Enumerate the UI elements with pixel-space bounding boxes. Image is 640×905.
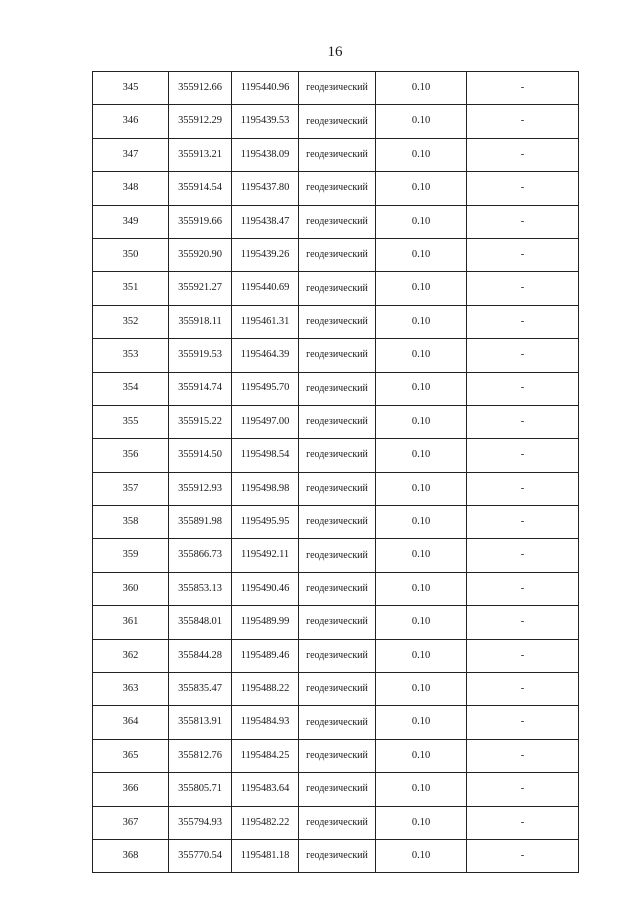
method-cell: геодезический — [299, 172, 376, 205]
x-coordinate-cell: 355844.28 — [169, 639, 232, 672]
x-coordinate-cell: 355812.76 — [169, 739, 232, 772]
point-number-cell: 365 — [93, 739, 169, 772]
table-row — [93, 773, 579, 806]
y-coordinate-cell: 1195437.80 — [232, 172, 299, 205]
table-row — [93, 673, 579, 706]
table-row — [93, 806, 579, 839]
point-number-cell: 361 — [93, 606, 169, 639]
accuracy-cell: 0.10 — [376, 606, 467, 639]
y-coordinate-cell: 1195484.25 — [232, 739, 299, 772]
point-number-cell: 348 — [93, 172, 169, 205]
table-row — [93, 572, 579, 605]
table-row — [93, 639, 579, 672]
method-cell: геодезический — [299, 839, 376, 872]
point-number-cell: 353 — [93, 339, 169, 372]
table-row — [93, 839, 579, 872]
accuracy-cell: 0.10 — [376, 372, 467, 405]
accuracy-cell: 0.10 — [376, 205, 467, 238]
method-cell: геодезический — [299, 806, 376, 839]
note-cell: - — [467, 639, 579, 672]
point-number-cell: 368 — [93, 839, 169, 872]
method-cell: геодезический — [299, 72, 376, 105]
y-coordinate-cell: 1195439.53 — [232, 105, 299, 138]
y-coordinate-cell: 1195439.26 — [232, 238, 299, 271]
accuracy-cell: 0.10 — [376, 673, 467, 706]
y-coordinate-cell: 1195495.95 — [232, 506, 299, 539]
x-coordinate-cell: 355913.21 — [169, 138, 232, 171]
table-row — [93, 339, 579, 372]
table-row — [93, 439, 579, 472]
x-coordinate-cell: 355919.53 — [169, 339, 232, 372]
method-cell: геодезический — [299, 572, 376, 605]
accuracy-cell: 0.10 — [376, 639, 467, 672]
method-cell: геодезический — [299, 372, 376, 405]
y-coordinate-cell: 1195492.11 — [232, 539, 299, 572]
accuracy-cell: 0.10 — [376, 806, 467, 839]
x-coordinate-cell: 355912.29 — [169, 105, 232, 138]
table-row — [93, 706, 579, 739]
accuracy-cell: 0.10 — [376, 839, 467, 872]
point-number-cell: 354 — [93, 372, 169, 405]
x-coordinate-cell: 355805.71 — [169, 773, 232, 806]
y-coordinate-cell: 1195440.69 — [232, 272, 299, 305]
note-cell: - — [467, 539, 579, 572]
x-coordinate-cell: 355912.93 — [169, 472, 232, 505]
x-coordinate-cell: 355921.27 — [169, 272, 232, 305]
accuracy-cell: 0.10 — [376, 339, 467, 372]
y-coordinate-cell: 1195495.70 — [232, 372, 299, 405]
table-row — [93, 105, 579, 138]
method-cell: геодезический — [299, 506, 376, 539]
table-row — [93, 372, 579, 405]
y-coordinate-cell: 1195490.46 — [232, 572, 299, 605]
table-row — [93, 506, 579, 539]
x-coordinate-cell: 355866.73 — [169, 539, 232, 572]
table-row — [93, 405, 579, 438]
x-coordinate-cell: 355891.98 — [169, 506, 232, 539]
x-coordinate-cell: 355914.50 — [169, 439, 232, 472]
note-cell: - — [467, 72, 579, 105]
accuracy-cell: 0.10 — [376, 539, 467, 572]
x-coordinate-cell: 355915.22 — [169, 405, 232, 438]
x-coordinate-cell: 355919.66 — [169, 205, 232, 238]
accuracy-cell: 0.10 — [376, 739, 467, 772]
note-cell: - — [467, 339, 579, 372]
table-row — [93, 606, 579, 639]
point-number-cell: 352 — [93, 305, 169, 338]
method-cell: геодезический — [299, 739, 376, 772]
x-coordinate-cell: 355912.66 — [169, 72, 232, 105]
note-cell: - — [467, 238, 579, 271]
note-cell: - — [467, 572, 579, 605]
point-number-cell: 357 — [93, 472, 169, 505]
y-coordinate-cell: 1195481.18 — [232, 839, 299, 872]
accuracy-cell: 0.10 — [376, 238, 467, 271]
x-coordinate-cell: 355918.11 — [169, 305, 232, 338]
y-coordinate-cell: 1195461.31 — [232, 305, 299, 338]
method-cell: геодезический — [299, 405, 376, 438]
method-cell: геодезический — [299, 439, 376, 472]
table-row — [93, 472, 579, 505]
method-cell: геодезический — [299, 272, 376, 305]
accuracy-cell: 0.10 — [376, 706, 467, 739]
method-cell: геодезический — [299, 305, 376, 338]
point-number-cell: 351 — [93, 272, 169, 305]
accuracy-cell: 0.10 — [376, 272, 467, 305]
x-coordinate-cell: 355848.01 — [169, 606, 232, 639]
coordinates-table — [92, 71, 579, 873]
accuracy-cell: 0.10 — [376, 405, 467, 438]
y-coordinate-cell: 1195438.09 — [232, 138, 299, 171]
note-cell: - — [467, 172, 579, 205]
table-row — [93, 539, 579, 572]
point-number-cell: 347 — [93, 138, 169, 171]
table-row — [93, 238, 579, 271]
note-cell: - — [467, 405, 579, 438]
accuracy-cell: 0.10 — [376, 138, 467, 171]
method-cell: геодезический — [299, 105, 376, 138]
table-row — [93, 172, 579, 205]
note-cell: - — [467, 272, 579, 305]
x-coordinate-cell: 355853.13 — [169, 572, 232, 605]
accuracy-cell: 0.10 — [376, 439, 467, 472]
point-number-cell: 363 — [93, 673, 169, 706]
table-row — [93, 739, 579, 772]
x-coordinate-cell: 355794.93 — [169, 806, 232, 839]
point-number-cell: 360 — [93, 572, 169, 605]
note-cell: - — [467, 773, 579, 806]
note-cell: - — [467, 105, 579, 138]
table-row — [93, 305, 579, 338]
method-cell: геодезический — [299, 205, 376, 238]
table-row — [93, 72, 579, 105]
y-coordinate-cell: 1195484.93 — [232, 706, 299, 739]
note-cell: - — [467, 673, 579, 706]
y-coordinate-cell: 1195483.64 — [232, 773, 299, 806]
method-cell: геодезический — [299, 339, 376, 372]
point-number-cell: 346 — [93, 105, 169, 138]
y-coordinate-cell: 1195489.46 — [232, 639, 299, 672]
y-coordinate-cell: 1195438.47 — [232, 205, 299, 238]
x-coordinate-cell: 355914.54 — [169, 172, 232, 205]
y-coordinate-cell: 1195482.22 — [232, 806, 299, 839]
point-number-cell: 366 — [93, 773, 169, 806]
note-cell: - — [467, 472, 579, 505]
y-coordinate-cell: 1195497.00 — [232, 405, 299, 438]
y-coordinate-cell: 1195464.39 — [232, 339, 299, 372]
y-coordinate-cell: 1195489.99 — [232, 606, 299, 639]
point-number-cell: 359 — [93, 539, 169, 572]
note-cell: - — [467, 606, 579, 639]
y-coordinate-cell: 1195440.96 — [232, 72, 299, 105]
note-cell: - — [467, 138, 579, 171]
coordinates-table-body — [93, 72, 579, 873]
method-cell: геодезический — [299, 539, 376, 572]
point-number-cell: 367 — [93, 806, 169, 839]
y-coordinate-cell: 1195498.54 — [232, 439, 299, 472]
accuracy-cell: 0.10 — [376, 773, 467, 806]
point-number-cell: 356 — [93, 439, 169, 472]
y-coordinate-cell: 1195498.98 — [232, 472, 299, 505]
method-cell: геодезический — [299, 138, 376, 171]
accuracy-cell: 0.10 — [376, 105, 467, 138]
note-cell: - — [467, 706, 579, 739]
accuracy-cell: 0.10 — [376, 572, 467, 605]
note-cell: - — [467, 372, 579, 405]
note-cell: - — [467, 739, 579, 772]
method-cell: геодезический — [299, 673, 376, 706]
note-cell: - — [467, 506, 579, 539]
table-row — [93, 138, 579, 171]
method-cell: геодезический — [299, 238, 376, 271]
point-number-cell: 345 — [93, 72, 169, 105]
x-coordinate-cell: 355920.90 — [169, 238, 232, 271]
table-row — [93, 272, 579, 305]
accuracy-cell: 0.10 — [376, 305, 467, 338]
x-coordinate-cell: 355914.74 — [169, 372, 232, 405]
method-cell: геодезический — [299, 472, 376, 505]
method-cell: геодезический — [299, 706, 376, 739]
note-cell: - — [467, 305, 579, 338]
point-number-cell: 362 — [93, 639, 169, 672]
accuracy-cell: 0.10 — [376, 172, 467, 205]
method-cell: геодезический — [299, 639, 376, 672]
page-number: 16 — [327, 44, 343, 60]
accuracy-cell: 0.10 — [376, 506, 467, 539]
x-coordinate-cell: 355813.91 — [169, 706, 232, 739]
table-row — [93, 205, 579, 238]
x-coordinate-cell: 355835.47 — [169, 673, 232, 706]
point-number-cell: 358 — [93, 506, 169, 539]
note-cell: - — [467, 806, 579, 839]
point-number-cell: 349 — [93, 205, 169, 238]
note-cell: - — [467, 839, 579, 872]
point-number-cell: 364 — [93, 706, 169, 739]
method-cell: геодезический — [299, 773, 376, 806]
accuracy-cell: 0.10 — [376, 72, 467, 105]
note-cell: - — [467, 205, 579, 238]
note-cell: - — [467, 439, 579, 472]
y-coordinate-cell: 1195488.22 — [232, 673, 299, 706]
point-number-cell: 355 — [93, 405, 169, 438]
accuracy-cell: 0.10 — [376, 472, 467, 505]
x-coordinate-cell: 355770.54 — [169, 839, 232, 872]
point-number-cell: 350 — [93, 238, 169, 271]
method-cell: геодезический — [299, 606, 376, 639]
